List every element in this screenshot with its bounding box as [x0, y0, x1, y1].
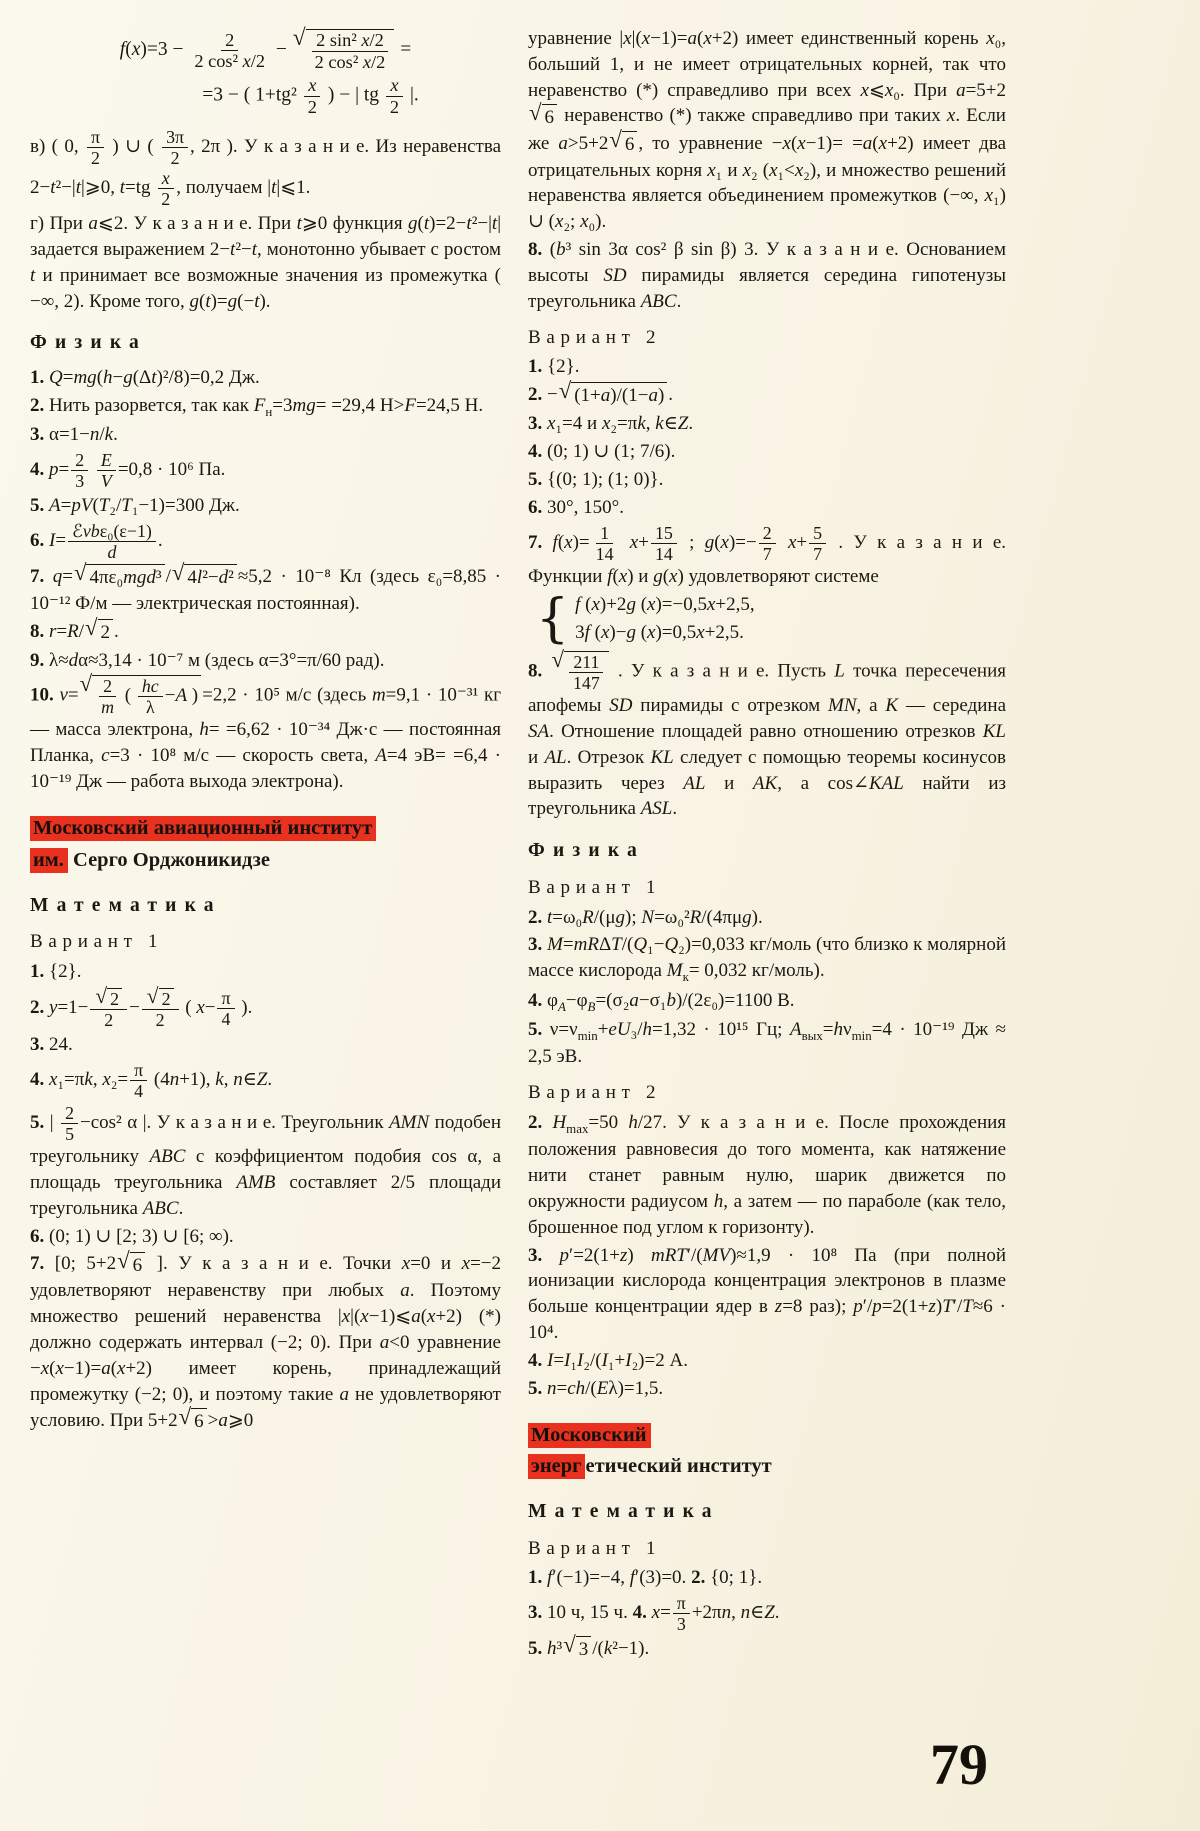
fraction: $\frac{x}{2}$ [304, 75, 321, 117]
item-number: 5. [528, 1018, 543, 1040]
variant-heading: Вариант 2 [528, 1082, 662, 1104]
institute-heading-line [528, 1451, 1006, 1483]
answer-item: 9. λ≈dα≈3,14 · 10⁻⁷ м (здесь α=3°=π/60 рад). [30, 649, 385, 671]
section-heading: Физика [30, 332, 147, 354]
fraction: $\frac{x}{2}$ [386, 75, 403, 117]
section-heading: Математика [528, 1501, 720, 1523]
section-heading: Физика [528, 840, 645, 862]
fraction: $\frac{\pi}{4}$ [130, 1060, 147, 1101]
item-number: 2. [528, 906, 543, 928]
item-number: 4. [528, 1349, 543, 1371]
sqrt-radical: √ 3 [563, 1636, 591, 1663]
answer-item: 4. p= $\frac{2}{3}$ $\frac{E}{V}$ =0,8 · 10⁶ Па. [30, 449, 226, 491]
institute-heading [528, 1420, 1006, 1484]
answer-item: 5. n=ch/(Eλ)=1,5. [528, 1377, 664, 1399]
answer-item: 7. [0; 5+2 √ 6 ]. У к а з а н и е. Точки x=0 и x=−2 удовлетворяют неравенству при любых a. Поэтому множество решений неравенства |x|(x−1)⩽a(x+2) (*) должно содержать интервал (−2; 0). При a<0 уравнение −x(x−1)=a(x+2) имеет корень, принадлежащий промежутку (−2; 0), и поэтому такие a не удовлетворяют условию. При 5+2 √ 6 >a⩾0 [30, 1251, 501, 1434]
item-number: 3. [30, 424, 45, 446]
radical-sign-icon: √ [563, 1632, 576, 1658]
answer-item: 6. I= $\frac{\text{ℰvbε₀(ε−1)}}{d}$ . [30, 520, 163, 562]
sqrt-radical: √ 6 [117, 1252, 145, 1279]
sqrt-radical: √ 2 [147, 988, 174, 1009]
variant-heading: Вариант 1 [528, 1537, 662, 1559]
fraction: $\frac{2}{3}$ [71, 450, 88, 491]
answer-item: 4. I=I₁I₂/(I₁+I₂)=2 А. [528, 1349, 688, 1371]
item-number: 7. [528, 531, 543, 553]
answer-item: 2. t=ω₀R/(μg); N=ω₀²R/(4πμg). [528, 906, 763, 928]
fraction: $\frac{1}{14}$ [595, 522, 614, 564]
fraction: $\frac{2}{\text{2 cos² x/2}}$ [194, 29, 266, 72]
answer-item: 4. x₁=πk, x₂= $\frac{\pi}{4}$ (4n+1), k, n∈Z. [30, 1060, 273, 1102]
fraction: $\frac{E}{V}$ [97, 450, 116, 491]
radical-sign-icon: √ [551, 647, 564, 673]
answer-item: 2. y=1− √ 2 2 − √ 2 2 ( x− $\frac{\pi}{4}$ ). [30, 983, 253, 1031]
answer-item: 6. (0; 1) ∪ [2; 3) ∪ [6; ∞). [30, 1225, 234, 1247]
answer-item: 3. x₁=4 и x₂=πk, k∈Z. [528, 413, 694, 435]
answer-item: 5. h³ √ 3 /(k²−1). [528, 1636, 1006, 1663]
item-number: 10. [30, 684, 54, 706]
variant-heading: Вариант 1 [528, 876, 662, 898]
answer-item: 7. q= √ 4πε₀mgd³ / √ 4l²−d² ≈5,2 · 10⁻⁸ Кл (здесь ε₀=8,85 · 10⁻¹² Ф/м — электрическая постоянная). [30, 559, 502, 614]
highlighted-text: энерг [528, 1454, 585, 1479]
item-number: 4. [528, 441, 543, 463]
answer-item: 2. $H_{max}=50$ h/27. У к а з а н и е. После прохождения положения равновесия до того момента, как натяжение нити станет равным нулю, шарик движется по окружности радиусом h, а затем — по параболе (как тело, брошенное под углом к горизонту). [528, 1111, 1007, 1238]
answer-item: 3. 10 ч, 15 ч. 4. x= $\frac{\pi}{3}$ +2πn, n∈Z. [528, 1593, 780, 1635]
answer-item: 8. r=R/ √ 2 . [30, 619, 501, 646]
fraction: $\frac{\pi}{4}$ [217, 988, 234, 1029]
fraction: $\frac{2}{7}$ [759, 523, 776, 564]
answer-item: 1. {2}. [30, 960, 82, 982]
variant-heading: Вариант 1 [30, 931, 164, 953]
page-number: 79 [930, 1732, 988, 1797]
fraction: $\frac{\text{2 sin² x/2}}{\text{2 cos² x/2}}$ [311, 30, 390, 72]
item-number: 1. [30, 960, 45, 982]
fraction: $\frac{211}{147}$ [569, 652, 604, 693]
radical-sign-icon: √ [178, 1403, 192, 1429]
system-brace-icon: { [536, 589, 570, 650]
sqrt-radical: √ 6 [179, 1408, 207, 1435]
item-number: 7. [30, 565, 45, 587]
section-heading: Математика [30, 894, 222, 916]
item-number: 3. [528, 934, 543, 956]
item-number: 3. [30, 1034, 45, 1056]
sqrt-radical [551, 647, 608, 694]
system-equation: f (x)+2g (x)=−0,5x+2,5, [575, 594, 755, 616]
answer-item: 5. $\nu=\nu_{min}+eU_3/h=1,32 \cdot 10^{15}$ Гц; $A_{вых}=h\nu_{min}=4 \cdot 10^{-19}$ Дж ≈ 2,5 эВ. [528, 1018, 1006, 1068]
sqrt-radical: √ 4πε₀mgd³ [74, 564, 165, 591]
formula-line: =3 − ( 1+tg² $\frac{x}{2}$ ) − | tg $\frac{x}{2}$ |. [202, 75, 419, 117]
sqrt-radical: √ 2 [95, 988, 122, 1009]
answer-item: 10. v= √ $\frac{2}{m}$ ( $\frac{hc}{\lambda}$ −A ) =2,2 · 10⁵ м/с (здесь m=9,1 · 10⁻³¹ кг — масса электрона, h= =6,62 · 10⁻³⁴ Дж·с — постоянная Планка, c=3 · 10⁸ м/с — скорость света, A=4 эВ= =6,4 · 10⁻¹⁹ Дж — работа выхода электрона). [30, 671, 502, 793]
fraction: $\frac{2}{5}$ [61, 1103, 78, 1144]
answer-item: 6. 30°, 150°. [528, 496, 624, 518]
item-number: 7. [30, 1253, 45, 1275]
sqrt-radical: √ 6 [609, 131, 637, 158]
radical-sign-icon: √ [85, 614, 98, 640]
fraction: $\frac{3\pi}{2}$ [162, 127, 188, 168]
item-number: 1. [30, 366, 45, 388]
item-number: 2. [528, 1111, 543, 1133]
item-number: 2. [528, 384, 543, 406]
item-number: 8. [528, 239, 543, 261]
answer-item: 5. | $\frac{2}{5}$ −cos² α |. У к а з а н и е. Треугольник AMN подобен треугольнику ABC с коэффициентом подобия cos α, а площадь треугольника AMB составляет 2/5 площади треугольника ABC. [30, 1103, 502, 1219]
answer-item: 8. (b³ sin 3α cos² β sin β) 3. У к а з а н и е. Основанием высоты SD пирамиды является середина гипотенузы треугольника ABC. [528, 239, 1006, 312]
sqrt-radical: √ (1+a)/(1−a) [559, 382, 668, 409]
fraction: $\frac{\pi}{2}$ [87, 127, 104, 168]
item-number: 2. [30, 394, 45, 416]
fraction: $\frac{\text{ℰvbε₀(ε−1)}}{d}$ [68, 521, 156, 562]
item-number: 6. [30, 1225, 45, 1247]
radical-sign-icon: √ [73, 559, 87, 585]
right-column [528, 26, 1006, 1665]
radical-sign-icon: √ [79, 671, 93, 697]
fraction: $\frac{\pi}{3}$ [673, 1593, 690, 1634]
item-number: 1. [528, 356, 543, 378]
answer-item: 5. A=pV(T₂/T₁−1)=300 Дж. [30, 494, 240, 516]
answer-item: 1. {2}. [528, 356, 580, 378]
answer-item: 7. f(x)= $\frac{1}{14}$ x+ $\frac{15}{14}$ ; g(x)=− $\frac{2}{7}$ x+ $\frac{5}{7}$ . У к а з а н и е. Функции f(x) и g(x) удовлетворяют системе [528, 522, 1007, 587]
sqrt-radical: √ 4l²−d² [172, 564, 237, 591]
radical-sign-icon: √ [292, 25, 306, 51]
fraction: $\frac{5}{7}$ [809, 523, 826, 564]
item-number: 5. [30, 494, 45, 516]
answer-item: 2. − √ (1+a)/(1−a) . [528, 382, 1006, 409]
heading-text: етический институт [585, 1455, 772, 1478]
item-number: 4. [30, 1068, 45, 1090]
item-number: 2. [30, 996, 45, 1018]
answer-item: 2. Нить разорвется, так как $F_н=3mg= =29,4$ Н>F=24,5 Н. [30, 394, 484, 419]
fraction: $\frac{15}{14}$ [651, 523, 677, 564]
system-lines [575, 592, 755, 646]
highlighted-text: им. [30, 848, 68, 873]
institute-heading-line [30, 813, 501, 845]
fraction: $\frac{2}{m}$ [97, 676, 118, 717]
sqrt-radical: √ $\frac{2}{m}$ ( $\frac{hc}{\lambda}$ −A ) [80, 675, 202, 717]
item-number: 5. [528, 1638, 543, 1660]
fraction: $\frac{hc}{\lambda}$ [138, 676, 163, 717]
fraction: $\frac{x}{2}$ [157, 168, 174, 209]
radical-sign-icon: √ [95, 983, 108, 1008]
item-number: 9. [30, 649, 45, 671]
answer-item: 5. {(0; 1); (1; 0)}. [528, 468, 664, 490]
item-number: 8. [528, 660, 543, 682]
radical-sign-icon: √ [558, 378, 572, 404]
item-number: 3. [528, 1602, 543, 1624]
radical-sign-icon: √ [171, 559, 185, 585]
display-formula [30, 25, 501, 117]
item-number: 3. [528, 1244, 543, 1266]
answer-item: 3. M=mRΔT/(Q₁−Q₂)=0,033 кг/моль (что близко к молярной массе кислорода $M_к= 0,032$ кг/моль). [528, 934, 1007, 984]
sqrt-radical: √ 6 [529, 104, 557, 131]
paragraph: г) При a⩽2. У к а з а н и е. При t⩾0 функция g(t)=2−t²−|t| задается выражением 2−t²−t, монотонно убывает с ростом t и принимает все возможные значения из промежутка ( −∞, 2). Кроме того, g(t)=g(−t). [30, 213, 501, 312]
item-number: 8. [30, 620, 45, 642]
item-number: 5. [30, 1111, 45, 1133]
sqrt-radical: √ 2 [85, 619, 113, 646]
fraction: √ 2 2 [142, 987, 179, 1031]
answer-item: 4. $\varphi_A-\varphi_B=(\sigma_2a-\sigma_1b)/(2\varepsilon_0)=1100$ В. [528, 989, 795, 1014]
item-number: 5. [528, 468, 543, 490]
fraction: √ 2 2 [90, 987, 127, 1031]
variant-heading: Вариант 2 [528, 326, 662, 348]
highlighted-text: Московский [528, 1423, 651, 1448]
answer-item: 8. √ $\frac{211}{147}$ . У к а з а н и е. Пусть L точка пересечения апофемы SD пирамиды с отрезком MN, а K — середина SA. Отношение площадей равно отношению отрезков KL и AL. Отрезок KL следует с помощью теоремы косинусов выразить через AL и AK, а cos∠KAL найти из треугольника ASL. [528, 647, 1007, 820]
answer-item: 3. p′=2(1+z) mRT′/(MV)≈1,9 · 10⁸ Па (при полной ионизации кислорода концентрация электронов в плазме больше концентрации ядер в z=8 раз); p′/p=2(1+z)T′/T≈6 · 10⁴. [528, 1244, 1006, 1344]
institute-heading [30, 813, 501, 877]
item-number: 1. [528, 1567, 543, 1589]
paragraph: уравнение |x|(x−1)=a(x+2) имеет единственный корень x₀, больший 1, и не имеет отрицательных корней, так что неравенство (*) справедливо при всех x⩽x₀. При a=5+2 √ 6 неравенство (*) также справедливо при таких x. Если же a>5+2 √ 6 , то уравнение −x(x−1)= =a(x+2) имеет два отрицательных корня x₁ и x₂ (x₁<x₂), и множество решений неравенства является объединением промежутков (−∞, x₁) ∪ (x₂; x₀). [528, 28, 1007, 233]
equation-system [536, 589, 1006, 650]
heading-text: Серго Орджоникидзе [67, 848, 271, 871]
answer-item: 4. (0; 1) ∪ (1; 7/6). [528, 441, 676, 463]
institute-heading-line [528, 1420, 1006, 1452]
item-number: 4. [528, 989, 543, 1011]
sqrt-radical [292, 25, 395, 72]
highlighted-text: Московский авиационный институт [30, 816, 376, 841]
answer-item: 1. f′(−1)=−4, f′(3)=0. 2. {0; 1}. [528, 1567, 763, 1589]
item-number: 3. [528, 413, 543, 435]
item-number: 6. [30, 529, 45, 551]
answer-item: 3. α=1−n/k. [30, 424, 118, 446]
radical-sign-icon: √ [117, 1247, 130, 1273]
left-column [30, 26, 501, 1665]
answer-item: 1. Q=mg(h−g(Δt)²/8)=0,2 Дж. [30, 366, 260, 388]
item-number: 4. [30, 458, 45, 480]
answer-item: 3. 24. [30, 1034, 73, 1056]
paragraph: в) ( 0, $\frac{\pi}{2}$ ) ∪ ( $\frac{3\pi}{2}$ , 2π ). У к а з а н и е. Из неравенства 2−t²−|t|⩾0, t=tg $\frac{x}{2}$ , получаем |t|⩽1. [30, 127, 502, 210]
radical-sign-icon: √ [146, 983, 159, 1008]
radical-sign-icon: √ [609, 126, 622, 152]
institute-heading-line [30, 845, 501, 877]
item-number: 6. [528, 496, 543, 518]
radical-sign-icon: √ [529, 99, 542, 125]
formula-line: f(x)=3 − $\frac{2}{\text{2 cos² x/2}}$ − √ $\frac{\text{2 sin² x/2}}{\text{2 cos² x/2}}$ = [119, 25, 412, 72]
system-equation: 3f (x)−g (x)=0,5x+2,5. [575, 622, 744, 644]
item-number: 5. [528, 1377, 543, 1399]
